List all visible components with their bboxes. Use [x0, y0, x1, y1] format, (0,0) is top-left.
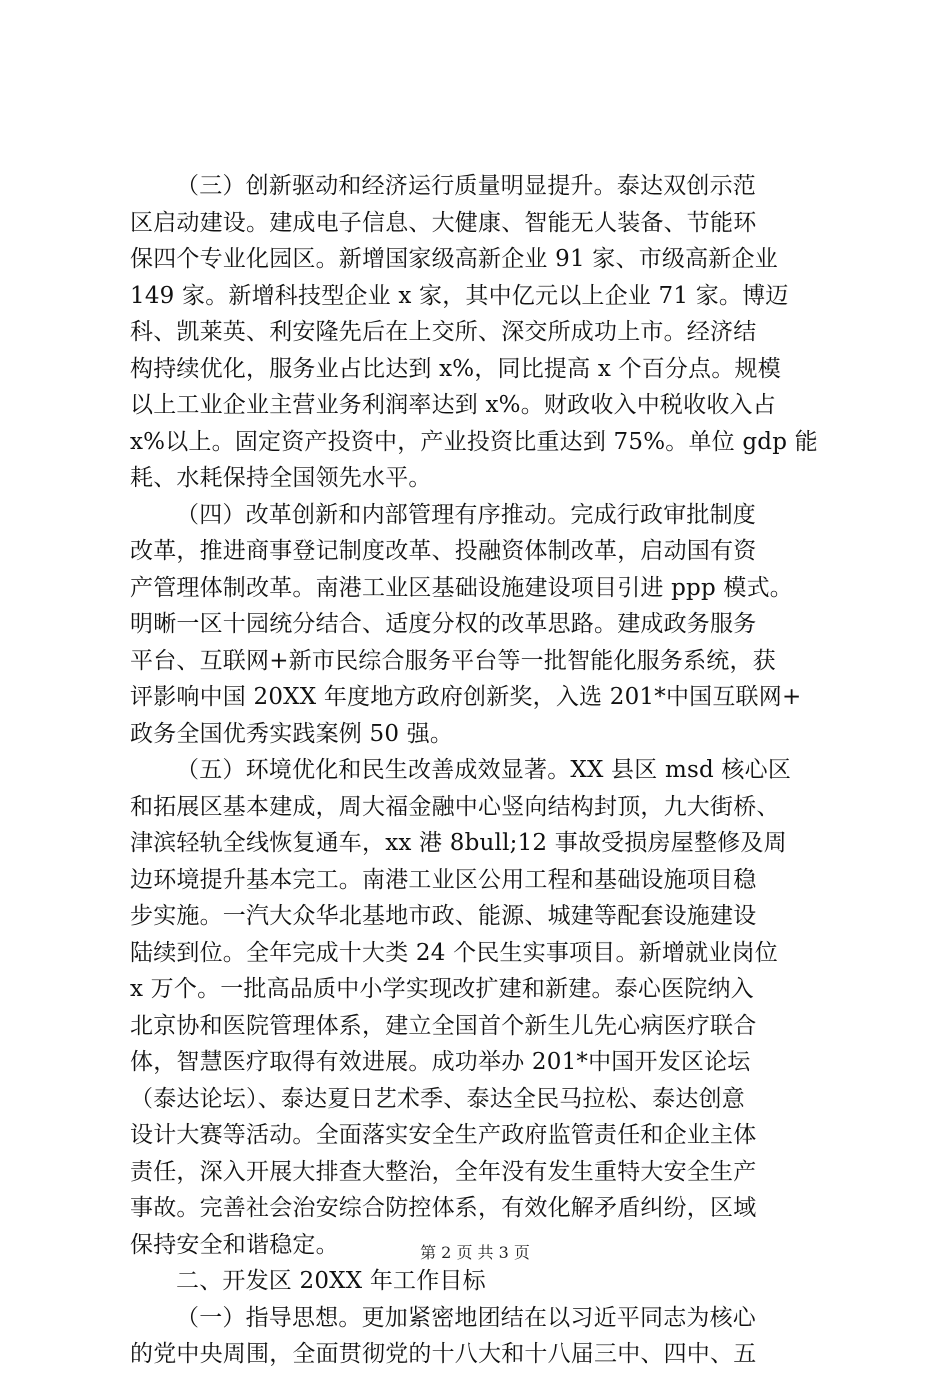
paragraph-line: 政务全国优秀实践案例 50 强。 — [130, 720, 454, 747]
paragraph-line: （泰达论坛）、泰达夏日艺术季、泰达全民马拉松、泰达创意 — [130, 1085, 745, 1112]
paragraph-line: 平台、互联网+新市民综合服务平台等一批智能化服务系统，获 — [130, 647, 776, 674]
paragraph-line: 事故。完善社会治安综合防控体系，有效化解矛盾纠纷，区域 — [130, 1195, 757, 1221]
section-heading: 二、开发区 20XX 年工作目标 — [176, 1268, 486, 1294]
paragraph-line: 以上工业企业主营业务利润率达到 x%。财政收入中税收收入占 — [130, 392, 776, 418]
paragraph-line: 津滨轻轨全线恢复通车，xx 港 8bull;12 事故受损房屋整修及周 — [130, 830, 787, 856]
paragraph-line: 北京协和医院管理体系，建立全国首个新生儿先心病医疗联合 — [130, 1012, 757, 1039]
document-body — [130, 168, 830, 1373]
paragraph-line: （一）指导思想。更加紧密地团结在以习近平同志为核心 — [176, 1304, 756, 1331]
paragraph-line: 保四个专业化园区。新增国家级高新企业 91 家、市级高新企业 — [130, 246, 778, 272]
paragraph-line: 边环境提升基本完工。南港工业区公用工程和基础设施项目稳 — [130, 866, 757, 893]
paragraph-line: 耗、水耗保持全国领先水平。 — [130, 465, 432, 491]
paragraph-line: 的党中央周围，全面贯彻党的十八大和十八届三中、四中、五 — [130, 1341, 757, 1367]
paragraph-line: 陆续到位。全年完成十大类 24 个民生实事项目。新增就业岗位 — [130, 939, 778, 966]
paragraph-line: 149 家。新增科技型企业 x 家，其中亿元以上企业 71 家。博迈 — [130, 282, 789, 309]
paragraph-line: 科、凯莱英、利安隆先后在上交所、深交所成功上市。经济结 — [130, 319, 757, 345]
paragraph-line: 保持安全和谐稳定。 — [130, 1231, 339, 1258]
paragraph-line: （三）创新驱动和经济运行质量明显提升。泰达双创示范 — [176, 173, 756, 199]
paragraph-line: 改革，推进商事登记制度改革、投融资体制改革，启动国有资 — [130, 538, 757, 564]
paragraph-line: 和拓展区基本建成，周大福金融中心竖向结构封顶，九大街桥、 — [130, 793, 780, 820]
paragraph-line: 设计大赛等活动。全面落实安全生产政府监管责任和企业主体 — [130, 1122, 757, 1148]
paragraph-line: 评影响中国 20XX 年度地方政府创新奖，入选 201*中国互联网+ — [130, 684, 802, 710]
paragraph-line: 明晰一区十园统分结合、适度分权的改革思路。建成政务服务 — [130, 611, 757, 637]
paragraph-line: 构持续优化，服务业占比达到 x%，同比提高 x 个百分点。规模 — [130, 355, 781, 382]
paragraph-line: x%以上。固定资产投资中，产业投资比重达到 75%。单位 gdp 能 — [130, 428, 818, 455]
paragraph-line: （五）环境优化和民生改善成效显著。XX 县区 msd 核心区 — [176, 757, 792, 783]
paragraph-line: 产管理体制改革。南港工业区基础设施建设项目引进 ppp 模式。 — [130, 574, 793, 601]
paragraph-line: 责任，深入开展大排查大整治，全年没有发生重特大安全生产 — [130, 1158, 757, 1185]
paragraph-line: （四）改革创新和内部管理有序推动。完成行政审批制度 — [176, 501, 756, 528]
paragraph-line: x 万个。一批高品质中小学实现改扩建和新建。泰心医院纳入 — [130, 976, 754, 1002]
paragraph-line: 步实施。一汽大众华北基地市政、能源、城建等配套设施建设 — [130, 903, 757, 929]
paragraph-line: 区启动建设。建成电子信息、大健康、智能无人装备、节能环 — [130, 209, 757, 236]
page-number: 第 2 页 共 3 页 — [420, 1243, 530, 1262]
paragraph-line: 体，智慧医疗取得有效进展。成功举办 201*中国开发区论坛 — [130, 1049, 751, 1075]
